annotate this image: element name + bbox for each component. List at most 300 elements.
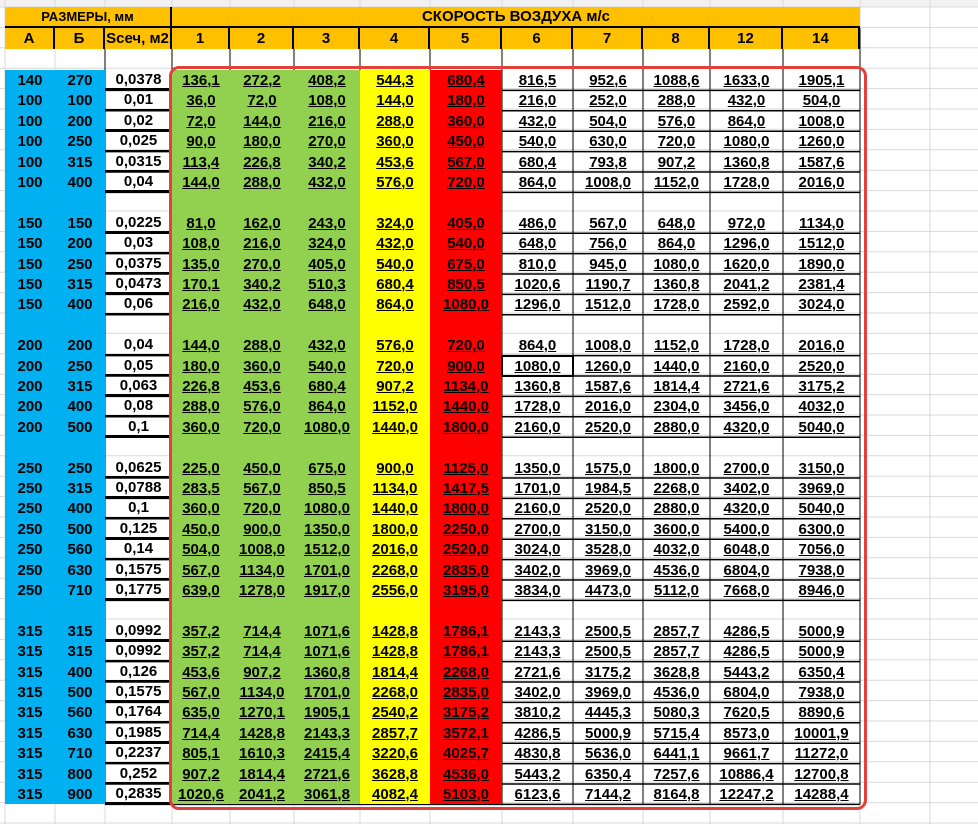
cell-a[interactable]: 150 bbox=[5, 233, 55, 254]
cell-a[interactable]: 250 bbox=[5, 539, 55, 560]
cell-flow[interactable]: 108,0 bbox=[294, 90, 360, 111]
cell-flow[interactable]: 216,0 bbox=[294, 111, 360, 131]
cell-area[interactable]: 0,2237 bbox=[105, 743, 172, 764]
cell-flow[interactable]: 432,0 bbox=[727, 92, 766, 109]
cell-flow[interactable]: 432,0 bbox=[230, 294, 294, 315]
cell-flow[interactable]: 144,0 bbox=[230, 111, 294, 131]
cell-flow[interactable]: 1984,5 bbox=[585, 479, 631, 497]
cell-flow[interactable]: 4032,0 bbox=[798, 398, 845, 415]
speed-col-header[interactable]: 4 bbox=[360, 28, 430, 49]
cell-a[interactable]: 250 bbox=[5, 478, 55, 498]
cell-flow[interactable]: 2835,0 bbox=[430, 560, 502, 580]
cell-flow[interactable]: 1800,0 bbox=[430, 417, 502, 437]
cell-flow[interactable]: 2857,7 bbox=[653, 643, 700, 660]
cell-area[interactable]: 0,0375 bbox=[105, 254, 172, 274]
cell-flow[interactable]: 5000,9 bbox=[585, 724, 631, 742]
cell-flow[interactable]: 270,0 bbox=[294, 131, 360, 152]
cell-flow[interactable]: 2880,0 bbox=[653, 418, 700, 436]
cell-flow[interactable]: 357,2 bbox=[172, 621, 230, 641]
cell-flow[interactable]: 510,3 bbox=[294, 274, 360, 294]
cell-flow[interactable]: 10001,9 bbox=[794, 724, 849, 742]
cell-b[interactable]: 315 bbox=[55, 152, 105, 172]
cell-a[interactable]: 315 bbox=[5, 682, 55, 702]
cell-area[interactable]: 0,0315 bbox=[105, 152, 172, 172]
cell-area[interactable]: 0,063 bbox=[105, 376, 172, 396]
cell-flow[interactable]: 4445,3 bbox=[585, 704, 631, 721]
spacer-cell[interactable] bbox=[5, 437, 105, 458]
cell-area[interactable]: 0,1775 bbox=[105, 580, 172, 600]
cell-flow[interactable]: 1134,0 bbox=[798, 214, 845, 232]
cell-flow[interactable]: 1360,8 bbox=[723, 153, 770, 171]
cell-flow[interactable]: 2880,0 bbox=[653, 500, 700, 517]
cell-flow[interactable]: 1071,6 bbox=[294, 621, 360, 641]
cell-flow[interactable]: 360,0 bbox=[360, 131, 430, 152]
cell-flow[interactable]: 648,0 bbox=[518, 235, 557, 252]
cell-b[interactable]: 800 bbox=[55, 764, 105, 784]
cell-flow[interactable]: 3528,0 bbox=[585, 541, 631, 558]
cell-flow[interactable]: 1417,5 bbox=[430, 478, 502, 498]
cell-flow[interactable]: 1587,6 bbox=[585, 377, 631, 395]
cell-b[interactable]: 400 bbox=[55, 294, 105, 315]
speed-col-header[interactable]: 8 bbox=[643, 28, 710, 49]
cell-flow[interactable]: 3402,0 bbox=[723, 479, 770, 497]
cell-a[interactable]: 250 bbox=[5, 458, 55, 478]
cell-flow[interactable]: 243,0 bbox=[294, 213, 360, 233]
cell-a[interactable]: 100 bbox=[5, 111, 55, 131]
cell-flow[interactable]: 850,5 bbox=[430, 274, 502, 294]
cell-a[interactable]: 315 bbox=[5, 641, 55, 662]
cell-flow[interactable]: 1728,0 bbox=[723, 337, 770, 354]
cell-flow[interactable]: 432,0 bbox=[518, 112, 557, 130]
cell-b[interactable]: 315 bbox=[55, 376, 105, 396]
cell-flow[interactable]: 907,2 bbox=[230, 662, 294, 682]
cell-flow[interactable]: 3150,0 bbox=[585, 520, 631, 538]
cell-flow[interactable]: 2160,0 bbox=[514, 500, 561, 517]
cell-flow[interactable]: 4286,5 bbox=[723, 643, 770, 660]
cell-flow[interactable]: 504,0 bbox=[802, 92, 841, 109]
cell-flow[interactable]: 1350,0 bbox=[514, 459, 561, 477]
cell-flow[interactable]: 816,5 bbox=[518, 71, 557, 89]
cell-area[interactable]: 0,03 bbox=[105, 233, 172, 254]
cell-flow[interactable]: 450,0 bbox=[230, 458, 294, 478]
cell-flow[interactable]: 5040,0 bbox=[798, 500, 845, 517]
cell-flow[interactable]: 1575,0 bbox=[585, 459, 631, 477]
cell-area[interactable]: 0,01 bbox=[105, 90, 172, 111]
cell-a[interactable]: 315 bbox=[5, 743, 55, 764]
cell-area[interactable]: 0,0992 bbox=[105, 641, 172, 662]
spacer-cell[interactable] bbox=[5, 315, 105, 335]
cell-flow[interactable]: 907,2 bbox=[657, 153, 696, 171]
cell-flow[interactable]: 5715,4 bbox=[653, 724, 700, 742]
cell-flow[interactable]: 3834,0 bbox=[514, 581, 561, 599]
cell-flow[interactable]: 1786,1 bbox=[430, 641, 502, 662]
cell-flow[interactable]: 567,0 bbox=[172, 560, 230, 580]
cell-flow[interactable]: 720,0 bbox=[230, 498, 294, 519]
cell-flow[interactable]: 1814,4 bbox=[653, 377, 700, 395]
cell-flow[interactable]: 2700,0 bbox=[723, 459, 770, 477]
cell-flow[interactable]: 226,8 bbox=[230, 152, 294, 172]
cell-flow[interactable]: 432,0 bbox=[294, 335, 360, 356]
cell-flow[interactable]: 2016,0 bbox=[798, 173, 845, 191]
cell-flow[interactable]: 1728,0 bbox=[723, 173, 770, 191]
cell-b[interactable]: 100 bbox=[55, 90, 105, 111]
cell-area[interactable]: 0,04 bbox=[105, 335, 172, 356]
cell-flow[interactable]: 1786,1 bbox=[430, 621, 502, 641]
cell-flow[interactable]: 680,4 bbox=[518, 153, 557, 171]
cell-flow[interactable]: 5112,0 bbox=[653, 581, 700, 599]
speed-col-header[interactable]: 2 bbox=[230, 28, 294, 49]
cell-flow[interactable]: 1428,8 bbox=[230, 723, 294, 743]
cell-flow[interactable]: 1350,0 bbox=[294, 519, 360, 539]
cell-flow[interactable]: 850,5 bbox=[294, 478, 360, 498]
cell-a[interactable]: 200 bbox=[5, 417, 55, 437]
cell-flow[interactable]: 1512,0 bbox=[798, 235, 845, 252]
cell-flow[interactable]: 3600,0 bbox=[653, 520, 700, 538]
cell-flow[interactable]: 576,0 bbox=[360, 172, 430, 192]
cell-area[interactable]: 0,1764 bbox=[105, 702, 172, 723]
cell-area[interactable]: 0,025 bbox=[105, 131, 172, 152]
cell-flow[interactable]: 1890,0 bbox=[798, 255, 845, 273]
cell-flow[interactable]: 216,0 bbox=[518, 92, 557, 109]
cell-flow[interactable]: 2857,7 bbox=[360, 723, 430, 743]
cell-b[interactable]: 500 bbox=[55, 519, 105, 539]
cell-flow[interactable]: 144,0 bbox=[360, 90, 430, 111]
cell-flow[interactable]: 324,0 bbox=[360, 213, 430, 233]
cell-flow[interactable]: 544,3 bbox=[360, 70, 430, 90]
cell-area[interactable]: 0,02 bbox=[105, 111, 172, 131]
cell-flow[interactable]: 1814,4 bbox=[360, 662, 430, 682]
cell-flow[interactable]: 4536,0 bbox=[653, 561, 700, 579]
cell-flow[interactable]: 2268,0 bbox=[430, 662, 502, 682]
cell-flow[interactable]: 340,2 bbox=[230, 274, 294, 294]
cell-flow[interactable]: 864,0 bbox=[360, 294, 430, 315]
cell-flow[interactable]: 540,0 bbox=[360, 254, 430, 274]
cell-flow[interactable]: 567,0 bbox=[589, 214, 627, 232]
cell-area[interactable]: 0,06 bbox=[105, 294, 172, 315]
cell-flow[interactable]: 648,0 bbox=[294, 294, 360, 315]
cell-flow[interactable]: 793,8 bbox=[589, 153, 627, 171]
cell-flow[interactable]: 5080,3 bbox=[653, 704, 700, 721]
cell-flow[interactable]: 1800,0 bbox=[430, 498, 502, 519]
cell-flow[interactable]: 288,0 bbox=[172, 396, 230, 417]
cell-flow[interactable]: 1134,0 bbox=[360, 478, 430, 498]
cell-flow[interactable]: 900,0 bbox=[360, 458, 430, 478]
cell-flow[interactable]: 135,0 bbox=[172, 254, 230, 274]
cell-flow[interactable]: 1296,0 bbox=[723, 235, 770, 252]
cell-flow[interactable]: 1152,0 bbox=[360, 396, 430, 417]
cell-flow[interactable]: 216,0 bbox=[230, 233, 294, 254]
cell-a[interactable]: 315 bbox=[5, 784, 55, 804]
cell-flow[interactable]: 2143,3 bbox=[514, 622, 561, 640]
cell-flow[interactable]: 1814,4 bbox=[230, 764, 294, 784]
cell-flow[interactable]: 1008,0 bbox=[585, 337, 631, 354]
cell-flow[interactable]: 4025,7 bbox=[430, 743, 502, 764]
cell-flow[interactable]: 576,0 bbox=[657, 112, 696, 130]
cell-flow[interactable]: 4320,0 bbox=[723, 418, 770, 436]
cell-area[interactable]: 0,125 bbox=[105, 519, 172, 539]
cell-flow[interactable]: 6804,0 bbox=[723, 683, 770, 701]
cell-a[interactable]: 150 bbox=[5, 213, 55, 233]
cell-b[interactable]: 250 bbox=[55, 458, 105, 478]
cell-flow[interactable]: 136,1 bbox=[172, 70, 230, 90]
cell-flow[interactable]: 1260,0 bbox=[798, 133, 845, 150]
cell-flow[interactable]: 7257,6 bbox=[653, 765, 700, 783]
cell-flow[interactable]: 945,0 bbox=[589, 255, 627, 273]
cell-flow[interactable]: 1728,0 bbox=[514, 398, 561, 415]
cell-area[interactable]: 0,1985 bbox=[105, 723, 172, 743]
cell-flow[interactable]: 1270,1 bbox=[230, 702, 294, 723]
cell-flow[interactable]: 14288,4 bbox=[794, 785, 849, 803]
cell-flow[interactable]: 283,5 bbox=[172, 478, 230, 498]
cell-b[interactable]: 200 bbox=[55, 335, 105, 356]
cell-flow[interactable]: 1440,0 bbox=[430, 396, 502, 417]
cell-flow[interactable]: 864,0 bbox=[657, 235, 696, 252]
cell-a[interactable]: 200 bbox=[5, 376, 55, 396]
cell-flow[interactable]: 360,0 bbox=[172, 498, 230, 519]
cell-flow[interactable]: 7056,0 bbox=[798, 541, 845, 558]
speed-col-header[interactable]: 7 bbox=[573, 28, 643, 49]
cell-area[interactable]: 0,1 bbox=[105, 417, 172, 437]
cell-flow[interactable]: 2500,5 bbox=[585, 643, 631, 660]
cell-flow[interactable]: 1020,6 bbox=[514, 275, 561, 293]
col-b-header[interactable]: Б bbox=[55, 28, 105, 49]
cell-flow[interactable]: 2520,0 bbox=[430, 539, 502, 560]
cell-b[interactable]: 630 bbox=[55, 560, 105, 580]
cell-flow[interactable]: 6350,4 bbox=[798, 663, 845, 681]
cell-flow[interactable]: 900,0 bbox=[430, 356, 502, 376]
sizes-header[interactable]: РАЗМЕРЫ, мм bbox=[5, 7, 172, 28]
cell-a[interactable]: 200 bbox=[5, 335, 55, 356]
cell-flow[interactable]: 680,4 bbox=[294, 376, 360, 396]
cell-flow[interactable]: 1008,0 bbox=[230, 539, 294, 560]
cell-b[interactable]: 630 bbox=[55, 723, 105, 743]
cell-flow[interactable]: 2250,0 bbox=[430, 519, 502, 539]
cell-flow[interactable]: 1633,0 bbox=[723, 71, 770, 89]
cell-flow[interactable]: 170,1 bbox=[172, 274, 230, 294]
cell-flow[interactable]: 1080,0 bbox=[294, 498, 360, 519]
cell-area[interactable]: 0,0378 bbox=[105, 70, 172, 90]
cell-flow[interactable]: 3220,6 bbox=[360, 743, 430, 764]
cell-area[interactable]: 0,0225 bbox=[105, 213, 172, 233]
cell-flow[interactable]: 675,0 bbox=[430, 254, 502, 274]
cell-flow[interactable]: 180,0 bbox=[230, 131, 294, 152]
cell-flow[interactable]: 5636,0 bbox=[585, 745, 631, 762]
cell-flow[interactable]: 288,0 bbox=[657, 92, 696, 109]
cell-flow[interactable]: 1587,6 bbox=[798, 153, 845, 171]
cell-flow[interactable]: 1440,0 bbox=[653, 357, 700, 375]
cell-flow[interactable]: 3402,0 bbox=[514, 683, 561, 701]
cell-area[interactable]: 0,1 bbox=[105, 498, 172, 519]
cell-flow[interactable]: 714,4 bbox=[230, 621, 294, 641]
cell-flow[interactable]: 2415,4 bbox=[294, 743, 360, 764]
cell-b[interactable]: 250 bbox=[55, 254, 105, 274]
cell-flow[interactable]: 6804,0 bbox=[723, 561, 770, 579]
cell-flow[interactable]: 2268,0 bbox=[360, 682, 430, 702]
cell-flow[interactable]: 2016,0 bbox=[585, 398, 631, 415]
cell-flow[interactable]: 2700,0 bbox=[514, 520, 561, 538]
cell-flow[interactable]: 714,4 bbox=[230, 641, 294, 662]
cell-flow[interactable]: 540,0 bbox=[294, 356, 360, 376]
cell-flow[interactable]: 864,0 bbox=[727, 112, 766, 130]
cell-flow[interactable]: 756,0 bbox=[589, 235, 627, 252]
cell-flow[interactable]: 3175,2 bbox=[585, 663, 631, 681]
cell-flow[interactable]: 504,0 bbox=[172, 539, 230, 560]
cell-b[interactable]: 150 bbox=[55, 213, 105, 233]
cell-flow[interactable]: 3969,0 bbox=[585, 561, 631, 579]
cell-flow[interactable]: 1610,3 bbox=[230, 743, 294, 764]
cell-flow[interactable]: 3175,2 bbox=[430, 702, 502, 723]
cell-flow[interactable]: 2721,6 bbox=[294, 764, 360, 784]
cell-flow[interactable]: 4536,0 bbox=[430, 764, 502, 784]
cell-flow[interactable]: 720,0 bbox=[657, 133, 696, 150]
cell-flow[interactable]: 2268,0 bbox=[360, 560, 430, 580]
cell-flow[interactable]: 3024,0 bbox=[514, 541, 561, 558]
cell-flow[interactable]: 3969,0 bbox=[585, 683, 631, 701]
cell-flow[interactable]: 6300,0 bbox=[798, 520, 845, 538]
cell-flow[interactable]: 144,0 bbox=[172, 335, 230, 356]
cell-flow[interactable]: 4286,5 bbox=[723, 622, 770, 640]
speed-col-header[interactable]: 1 bbox=[172, 28, 230, 49]
cell-flow[interactable]: 7620,5 bbox=[723, 704, 770, 721]
cell-flow[interactable]: 635,0 bbox=[172, 702, 230, 723]
cell-a[interactable]: 315 bbox=[5, 662, 55, 682]
cell-flow[interactable]: 900,0 bbox=[230, 519, 294, 539]
cell-a[interactable]: 100 bbox=[5, 90, 55, 111]
cell-flow[interactable]: 1080,0 bbox=[430, 294, 502, 315]
cell-flow[interactable]: 720,0 bbox=[360, 356, 430, 376]
cell-flow[interactable]: 72,0 bbox=[230, 90, 294, 111]
cell-a[interactable]: 250 bbox=[5, 560, 55, 580]
cell-flow[interactable]: 1008,0 bbox=[798, 112, 845, 130]
cell-flow[interactable]: 2520,0 bbox=[585, 500, 631, 517]
cell-flow[interactable]: 8164,8 bbox=[653, 785, 700, 803]
cell-flow[interactable]: 72,0 bbox=[172, 111, 230, 131]
cell-flow[interactable]: 3628,8 bbox=[360, 764, 430, 784]
cell-a[interactable]: 200 bbox=[5, 356, 55, 376]
cell-flow[interactable]: 907,2 bbox=[172, 764, 230, 784]
cell-area[interactable]: 0,04 bbox=[105, 172, 172, 192]
cell-flow[interactable]: 270,0 bbox=[230, 254, 294, 274]
cell-a[interactable]: 100 bbox=[5, 131, 55, 152]
cell-flow[interactable]: 972,0 bbox=[727, 214, 766, 232]
cell-flow[interactable]: 1512,0 bbox=[294, 539, 360, 560]
cell-area[interactable]: 0,2835 bbox=[105, 784, 172, 804]
speed-col-header[interactable]: 6 bbox=[502, 28, 573, 49]
cell-a[interactable]: 150 bbox=[5, 254, 55, 274]
cell-flow[interactable]: 1260,0 bbox=[585, 357, 631, 375]
cell-flow[interactable]: 3061,8 bbox=[294, 784, 360, 804]
cell-area[interactable]: 0,0625 bbox=[105, 458, 172, 478]
cell-flow[interactable]: 288,0 bbox=[230, 172, 294, 192]
cell-flow[interactable]: 9661,7 bbox=[723, 745, 770, 762]
cell-flow[interactable]: 4286,5 bbox=[514, 724, 561, 742]
cell-flow[interactable]: 3810,2 bbox=[514, 704, 561, 721]
cell-flow[interactable]: 340,2 bbox=[294, 152, 360, 172]
cell-flow[interactable]: 2016,0 bbox=[360, 539, 430, 560]
cell-flow[interactable]: 5103,0 bbox=[430, 784, 502, 804]
cell-b[interactable]: 560 bbox=[55, 539, 105, 560]
cell-b[interactable]: 315 bbox=[55, 274, 105, 294]
cell-flow[interactable]: 432,0 bbox=[294, 172, 360, 192]
cell-flow[interactable]: 408,2 bbox=[294, 70, 360, 90]
cell-flow[interactable]: 3195,0 bbox=[430, 580, 502, 600]
cell-flow[interactable]: 720,0 bbox=[430, 335, 502, 356]
cell-flow[interactable]: 405,0 bbox=[294, 254, 360, 274]
cell-b[interactable]: 200 bbox=[55, 111, 105, 131]
cell-a[interactable]: 140 bbox=[5, 70, 55, 90]
cell-flow[interactable]: 540,0 bbox=[518, 133, 557, 150]
cell-flow[interactable]: 450,0 bbox=[172, 519, 230, 539]
cell-flow[interactable]: 6350,4 bbox=[585, 765, 631, 783]
cell-flow[interactable]: 180,0 bbox=[430, 90, 502, 111]
cell-flow[interactable]: 680,4 bbox=[360, 274, 430, 294]
cell-b[interactable]: 900 bbox=[55, 784, 105, 804]
cell-b[interactable]: 315 bbox=[55, 641, 105, 662]
cell-b[interactable]: 400 bbox=[55, 662, 105, 682]
cell-flow[interactable]: 108,0 bbox=[172, 233, 230, 254]
cell-flow[interactable]: 180,0 bbox=[172, 356, 230, 376]
cell-a[interactable]: 250 bbox=[5, 580, 55, 600]
cell-a[interactable]: 150 bbox=[5, 274, 55, 294]
cell-b[interactable]: 400 bbox=[55, 172, 105, 192]
cell-flow[interactable]: 5040,0 bbox=[798, 418, 845, 436]
cell-area[interactable]: 0,08 bbox=[105, 396, 172, 417]
cell-flow[interactable]: 1152,0 bbox=[653, 173, 700, 191]
cell-flow[interactable]: 4536,0 bbox=[653, 683, 700, 701]
cell-flow[interactable]: 1296,0 bbox=[514, 296, 561, 313]
cell-flow[interactable]: 453,6 bbox=[172, 662, 230, 682]
cell-a[interactable]: 315 bbox=[5, 723, 55, 743]
cell-flow[interactable]: 12700,8 bbox=[794, 765, 849, 783]
cell-flow[interactable]: 2520,0 bbox=[798, 357, 845, 375]
cell-flow[interactable]: 6048,0 bbox=[723, 541, 770, 558]
cell-flow[interactable]: 567,0 bbox=[172, 682, 230, 702]
speed-col-header[interactable]: 3 bbox=[294, 28, 360, 49]
cell-flow[interactable]: 1440,0 bbox=[360, 417, 430, 437]
cell-flow[interactable]: 4830,8 bbox=[514, 745, 561, 762]
cell-flow[interactable]: 4473,0 bbox=[585, 581, 631, 599]
cell-flow[interactable]: 648,0 bbox=[657, 214, 696, 232]
cell-flow[interactable]: 1800,0 bbox=[360, 519, 430, 539]
cell-flow[interactable]: 225,0 bbox=[172, 458, 230, 478]
cell-flow[interactable]: 2268,0 bbox=[653, 479, 700, 497]
cell-flow[interactable]: 810,0 bbox=[518, 255, 557, 273]
cell-flow[interactable]: 453,6 bbox=[230, 376, 294, 396]
cell-flow[interactable]: 1080,0 bbox=[514, 357, 561, 375]
cell-flow[interactable]: 3150,0 bbox=[798, 459, 845, 477]
cell-flow[interactable]: 1020,6 bbox=[172, 784, 230, 804]
spacer-cell[interactable] bbox=[5, 192, 105, 213]
cell-flow[interactable]: 5400,0 bbox=[723, 520, 770, 538]
speed-col-header[interactable]: 12 bbox=[710, 28, 783, 49]
cell-flow[interactable]: 1071,6 bbox=[294, 641, 360, 662]
cell-flow[interactable]: 1728,0 bbox=[653, 296, 700, 313]
cell-flow[interactable]: 1905,1 bbox=[798, 71, 845, 89]
cell-flow[interactable]: 5000,9 bbox=[798, 643, 845, 660]
cell-flow[interactable]: 1360,8 bbox=[653, 275, 700, 293]
cell-area[interactable]: 0,0473 bbox=[105, 274, 172, 294]
cell-area[interactable]: 0,0992 bbox=[105, 621, 172, 641]
cell-flow[interactable]: 252,0 bbox=[589, 92, 627, 109]
cell-flow[interactable]: 432,0 bbox=[360, 233, 430, 254]
cell-flow[interactable]: 7938,0 bbox=[798, 561, 845, 579]
speed-header[interactable]: СКОРОСТЬ ВОЗДУХА м/с bbox=[172, 7, 860, 28]
cell-flow[interactable]: 450,0 bbox=[430, 131, 502, 152]
cell-area[interactable]: 0,05 bbox=[105, 356, 172, 376]
cell-a[interactable]: 200 bbox=[5, 396, 55, 417]
cell-flow[interactable]: 720,0 bbox=[230, 417, 294, 437]
cell-flow[interactable]: 5443,2 bbox=[514, 765, 561, 783]
